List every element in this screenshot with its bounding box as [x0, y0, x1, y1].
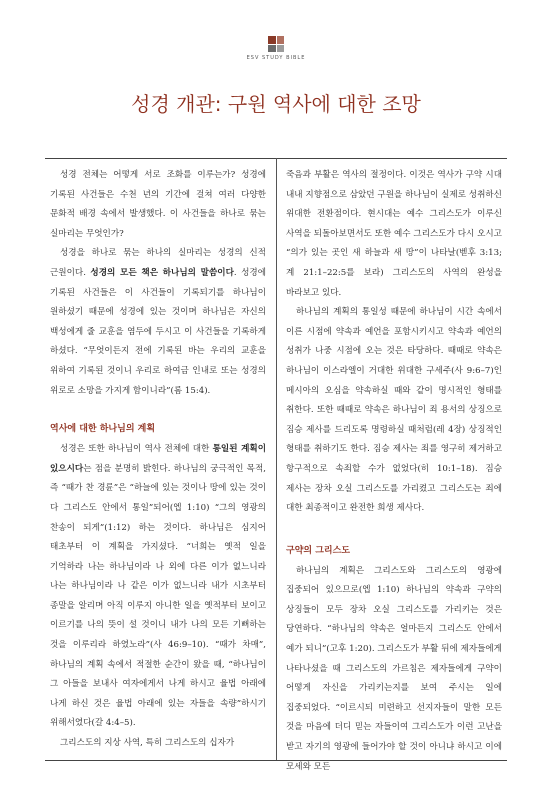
paragraph: 하나님의 계획의 통일성 때문에 하나님이 시간 속에서 이른 시점에 약속과 예언을 포함시키시고 약속과 예언의 성취가 나중 시점에 오는 것은 타당하다. 때때로 약속은 하나님이 이스라엘이 거대한 위대한 구세주(사 9:6–7)인 메시아의 오심을 약속하실 때와 같이 명시적인 형태를 취한다. 또한 때때로 약속은 하나님이 죄 용서의 상징으로 짐승 제사를 드리도록 명령하실 때처럼(레 4장) 상징적인 형태를 취하기도 한다. 짐승 제사는 죄를 영구히 제거하고 항구적으로 속죄할 수가 없었다(히 10:1–18). 짐승 제사는 장차 오실 그리스도를 가리켰고 그리스도는 죄에 대한 최종적이고 완전한 희생 제사다.: [286, 307, 502, 514]
section-heading: 구약의 그리스도: [286, 545, 350, 556]
paragraph: 하나님의 계획은 그리스도와 그리스도의 영광에 집중되어 있으므로(엡 1:10) 하나님의 약속과 구약의 상징들이 모두 장차 오실 그리스도를 가리키는 것은 당연하다. “하나님의 약속은 얼마든지 그리스도 안에서 예가 되니”(고후 1:20). 그리스도가 부활 뒤에 제자들에게 나타나셨을 때 그리스도의 가르침은 제자들에게 구약이 어떻게 자신을 가리키는지를 보여 주시는 일에 집중되었다. “이르시되 미련하고 선지자들이 말한 모든 것을 마음에 더디 믿는 자들이여 그리스도가 이런 고난을 받고 자기의 영광에 들어가야 할 것이 아니냐 하시고 이에 모세와 모든: [286, 565, 502, 772]
paragraph: 성경을 하나로 묶는 하나의 실마리는 성경의 신적 근원이다. 성경의 모든 책은 하나님의 말씀이다. 성경에 기록된 사건들은 이 사건들이 기록되기를 하나님이 원하셨기 때문에 성경에 있는 것이며 하나님은 자신의 백성에게 줄 교훈을 염두에 두시고 이 사건들을 기록하게 하셨다. “무엇이든지 전에 기록된 바는 우리의 교훈을 위하여 기록된 것이니 우리로 하여금 인내로 또는 성경의 위로로 소망을 가지게 함이니라”(롬 15:4).: [50, 248, 267, 396]
left-column: [50, 166, 266, 754]
publisher-logo-icon: [268, 36, 284, 52]
page-title: 성경 개관: 구원 역사에 대한 조망: [131, 92, 421, 116]
paragraph: 그리스도의 지상 사역, 특히 그리스도의 십자가: [60, 738, 235, 749]
section-heading: 역사에 대한 하나님의 계획: [50, 424, 156, 435]
paragraph: 성경은 또한 하나님이 역사 전체에 대한 통일된 계획이 있으시다는 점을 분명히 밝힌다. 하나님의 궁극적인 목적, 즉 “때가 찬 경륜”은 “하늘에 있는 것이나 땅에 있는 것이 다 그리스도 안에서 통일”되어(엡 1:10) “그의 영광의 찬송이 되게”(1:12) 하는 것이다. 하나님은 심지어 태초부터 이 계획을 가지셨다. “너희는 옛적 일을 기억하라 나는 하나님이라 나 외에 다른 이가 없느니라 나는 하나님이라 나 같은 이가 없느니라 내가 시초부터 종말을 알리며 아직 이루지 아니한 일을 옛적부터 보이고 이르기를 나의 뜻이 설 것이니 내가 나의 모든 기뻐하는 것을 이루리라 하였노라”(사 46:9–10). “때가 차매”, 하나님의 계획 속에서 적절한 순간이 왔을 때, “하나님이 그 아들을 보내사 여자에게서 나게 하시고 율법 아래에 나게 하신 것은 율법 아래에 있는 자들을 속량”하시기 위해서였다(갈 4:4–5).: [50, 444, 266, 729]
bottom-rule: [45, 760, 507, 761]
right-column: [286, 166, 502, 777]
column-divider: [276, 158, 277, 760]
paragraph-continued: 죽음과 부활은 역사의 절정이다. 이것은 역사가 구약 시대 내내 지향점으로 삼았던 구원을 하나님이 실제로 성취하신 위대한 전환점이다. 현시대는 예수 그리스도가 이루신 사역을 되돌아보면서도 또한 예수 그리스도가 다시 오시고 “의가 있는 곳인 새 하늘과 새 땅”이 나타날(벧후 3:13; 계 21:1–22:5를 보라) 그리스도의 사역의 완성을 바라보고 있다.: [286, 170, 502, 298]
paragraph: 성경 전체는 어떻게 서로 조화를 이루는가? 성경에 기록된 사건들은 수천 년의 기간에 걸쳐 여러 다양한 문화적 배경 속에서 발생했다. 이 사건들을 하나로 묶는 실마리는 무엇인가?: [50, 170, 266, 239]
brand-label: ESV STUDY BIBLE: [246, 55, 306, 61]
emphasis-text: 성경의 모든 책은 하나님의 말씀이다: [90, 267, 234, 278]
emphasis-text: 통일된 계획이 있으시다: [50, 444, 266, 474]
